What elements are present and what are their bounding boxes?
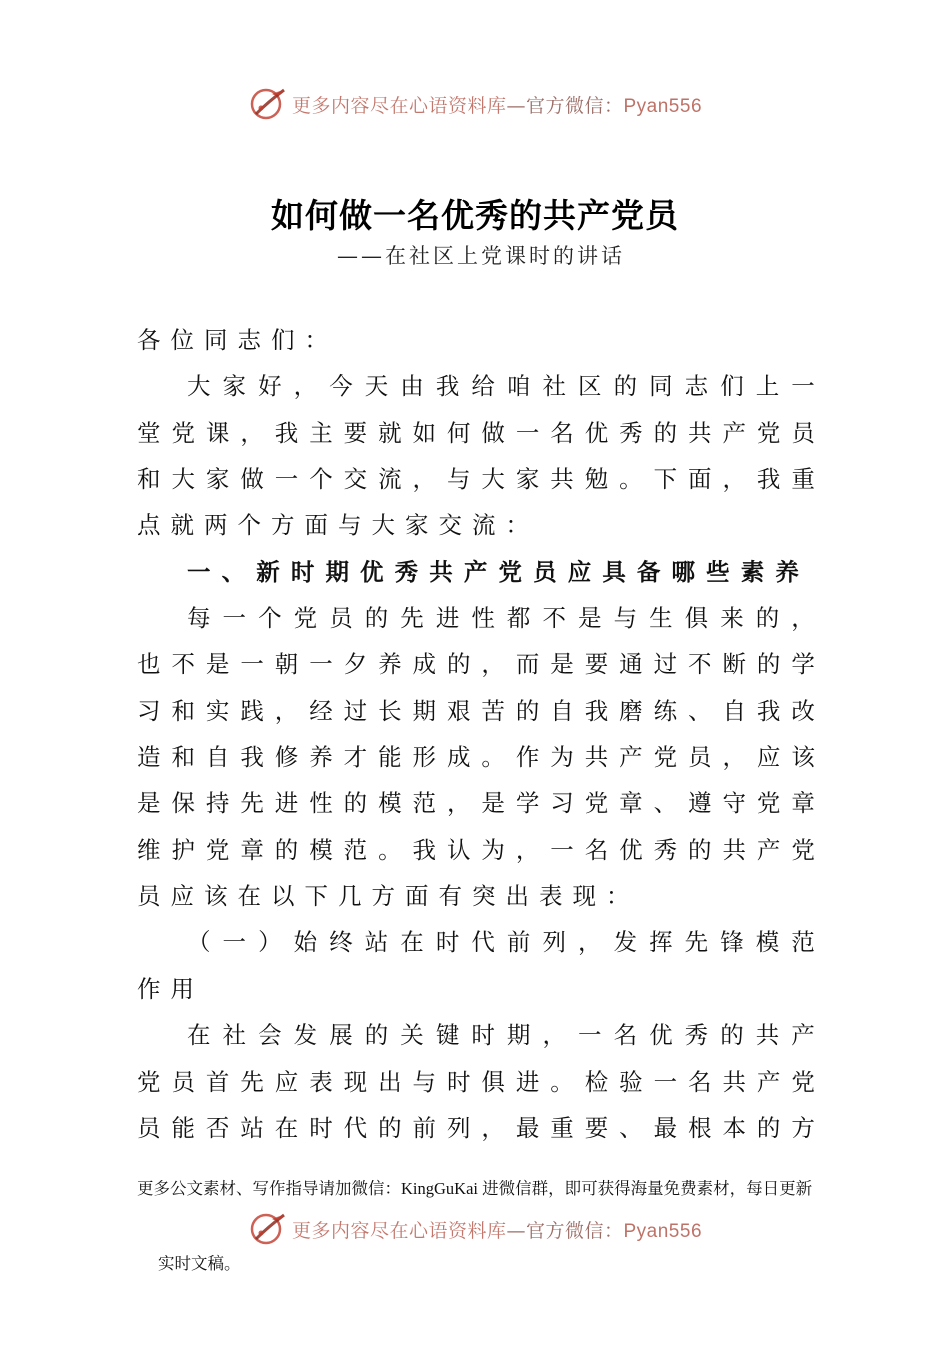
body-line: 每 一 个 党 员 的 先 进 性 都 不 是 与 生 俱 来 的 ， xyxy=(187,604,815,632)
body-line: 是 保 持 先 进 性 的 模 范 ， 是 学 习 党 章 、 遵 守 党 章 xyxy=(137,789,815,817)
document-subtitle: ——在社区上党课时的讲话 xyxy=(337,244,625,268)
body-line: 在 社 会 发 展 的 关 键 时 期 ， 一 名 优 秀 的 共 产 xyxy=(187,1021,815,1049)
watermark-text: 更多内容尽在心语资料库—官方微信：Pyan556 xyxy=(291,94,703,117)
body-line: 点就两个方面与大家交流： xyxy=(137,511,539,539)
footer-watermark xyxy=(0,1209,950,1249)
quill-logo-icon xyxy=(248,84,288,124)
subsection-heading: （ 一 ） 始 终 站 在 时 代 前 列 ， 发 挥 先 锋 模 范 xyxy=(187,928,815,956)
body-line: 大 家 好 ， 今 天 由 我 给 咱 社 区 的 同 志 们 上 一 xyxy=(187,372,815,400)
watermark-text: 更多内容尽在心语资料库—官方微信：Pyan556 xyxy=(291,1219,703,1242)
document-title: 如何做一名优秀的共产党员 xyxy=(271,196,679,235)
footer-tail: 实时文稿。 xyxy=(158,1254,241,1273)
body-line: 习 和 实 践 ， 经 过 长 期 艰 苦 的 自 我 磨 练 、 自 我 改 xyxy=(137,697,815,725)
salutation: 各位同志们： xyxy=(137,326,338,354)
section-heading: 一 、 新 时 期 优 秀 共 产 党 员 应 具 备 哪 些 素 养 xyxy=(187,558,799,586)
body-line: 堂 党 课 ， 我 主 要 就 如 何 做 一 名 优 秀 的 共 产 党 员 xyxy=(137,419,815,447)
body-line: 和 大 家 做 一 个 交 流 ， 与 大 家 共 勉 。 下 面 ， 我 重 xyxy=(137,465,815,493)
footer-note: 更多公文素材、写作指导请加微信：KingGuKai 进微信群，即可获得海量免费素材，每日更新 xyxy=(137,1179,813,1198)
quill-logo-icon xyxy=(248,1209,288,1249)
header-watermark xyxy=(0,84,950,124)
body-line: 员应该在以下几方面有突出表现： xyxy=(137,882,640,910)
body-line: 造 和 自 我 修 养 才 能 形 成 。 作 为 共 产 党 员 ， 应 该 xyxy=(137,743,815,771)
body-line: 维 护 党 章 的 模 范 。 我 认 为 ， 一 名 优 秀 的 共 产 党 xyxy=(137,836,815,864)
subsection-heading-cont: 作用 xyxy=(137,975,204,1003)
body-line: 也 不 是 一 朝 一 夕 养 成 的 ， 而 是 要 通 过 不 断 的 学 xyxy=(137,650,815,678)
body-line: 党 员 首 先 应 表 现 出 与 时 俱 进 。 检 验 一 名 共 产 党 xyxy=(137,1068,815,1096)
body-line: 员 能 否 站 在 时 代 的 前 列 ， 最 重 要 、 最 根 本 的 方 xyxy=(137,1114,815,1142)
